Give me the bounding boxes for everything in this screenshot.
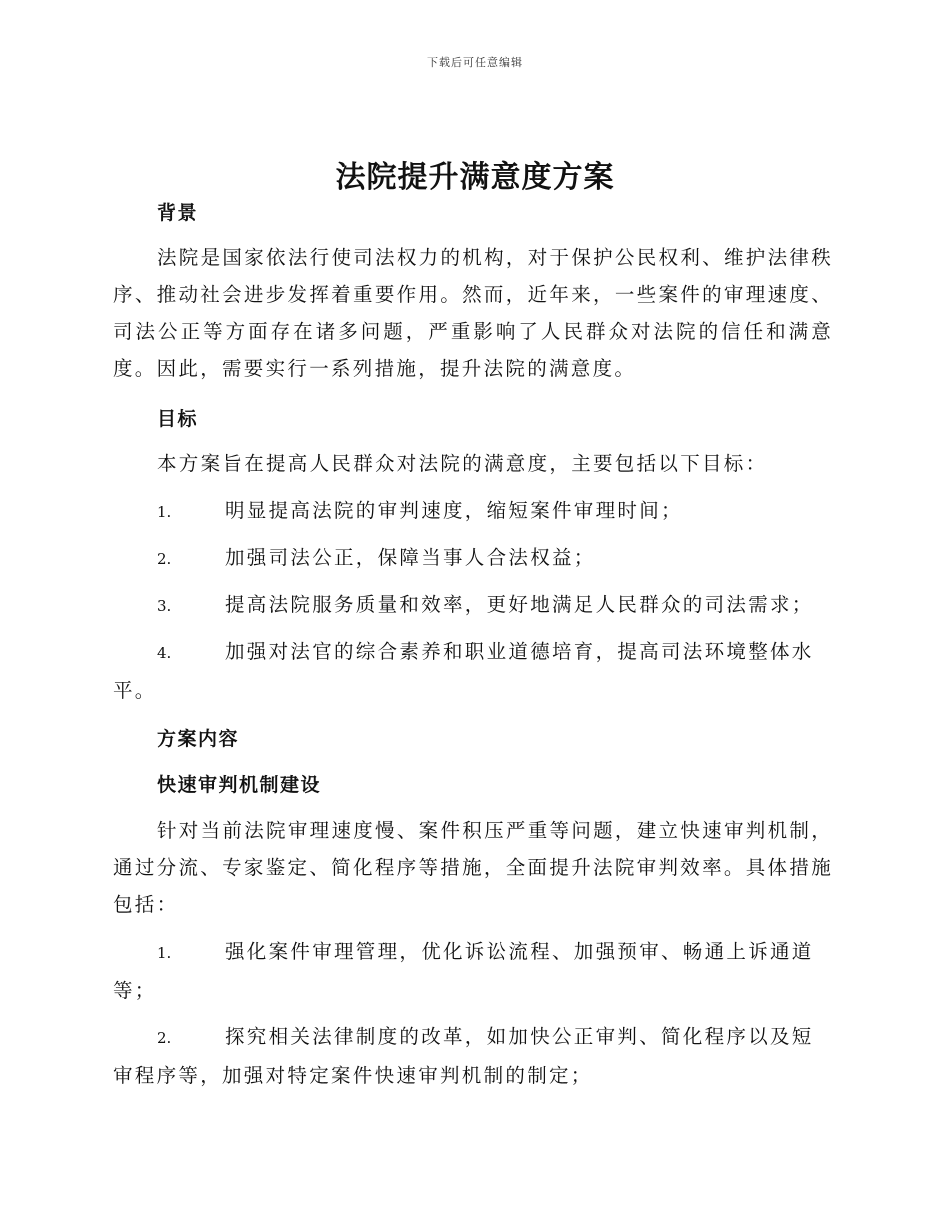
goal-list-item [113,633,833,709]
goal-list-item [113,492,833,531]
section-heading-plan: 方案内容 [157,728,240,750]
list-item-text: 加强对法官的综合素养和职业道德培育，提高司法环境整体水平。 [113,640,814,702]
goal-list-item [113,586,833,625]
list-number: 2. [157,550,172,568]
list-number: 4. [157,644,172,662]
plan-list-item [113,933,833,1009]
list-item-text: 明显提高法院的审判速度，缩短案件审理时间； [225,499,683,522]
goal-list-item [113,539,833,578]
background-paragraph: 法院是国家依法行使司法权力的机构，对于保护公民权利、维护法律秩序、推动社会进步发挥着重要作用。然而，近年来，一些案件的审理速度、司法公正等方面存在诸多问题，严重影响了人民群众对法院的信任和满意度。因此，需要实行一系列措施，提升法院的满意度。 [113,246,833,380]
list-item-text: 探究相关法律制度的改革，如加快公正审判、简化程序以及短审程序等，加强对特定案件快速审判机制的制定； [113,1025,814,1087]
list-number: 1. [157,503,172,521]
list-item-text: 强化案件审理管理，优化诉讼流程、加强预审、畅通上诉通道等； [113,940,814,1002]
list-item-text: 提高法院服务质量和效率，更好地满足人民群众的司法需求； [225,593,814,616]
section-heading-background: 背景 [157,202,199,224]
list-number: 1. [157,944,172,962]
plan-paragraph: 针对当前法院审理速度慢、案件积压严重等问题，建立快速审判机制，通过分流、专家鉴定、简化程序等措施，全面提升法院审判效率。具体措施包括： [113,819,833,916]
subsection-heading-fast-trial: 快速审判机制建设 [157,774,322,796]
list-number: 2. [157,1029,172,1047]
plan-list-item [113,1018,833,1094]
document-title: 法院提升满意度方案 [335,160,615,195]
section-heading-goals: 目标 [157,408,199,430]
goals-intro-paragraph: 本方案旨在提高人民群众对法院的满意度，主要包括以下目标： [157,452,768,475]
page-header-note: 下载后可任意编辑 [427,56,523,69]
list-number: 3. [157,597,172,615]
list-item-text: 加强司法公正，保障当事人合法权益； [225,546,596,569]
